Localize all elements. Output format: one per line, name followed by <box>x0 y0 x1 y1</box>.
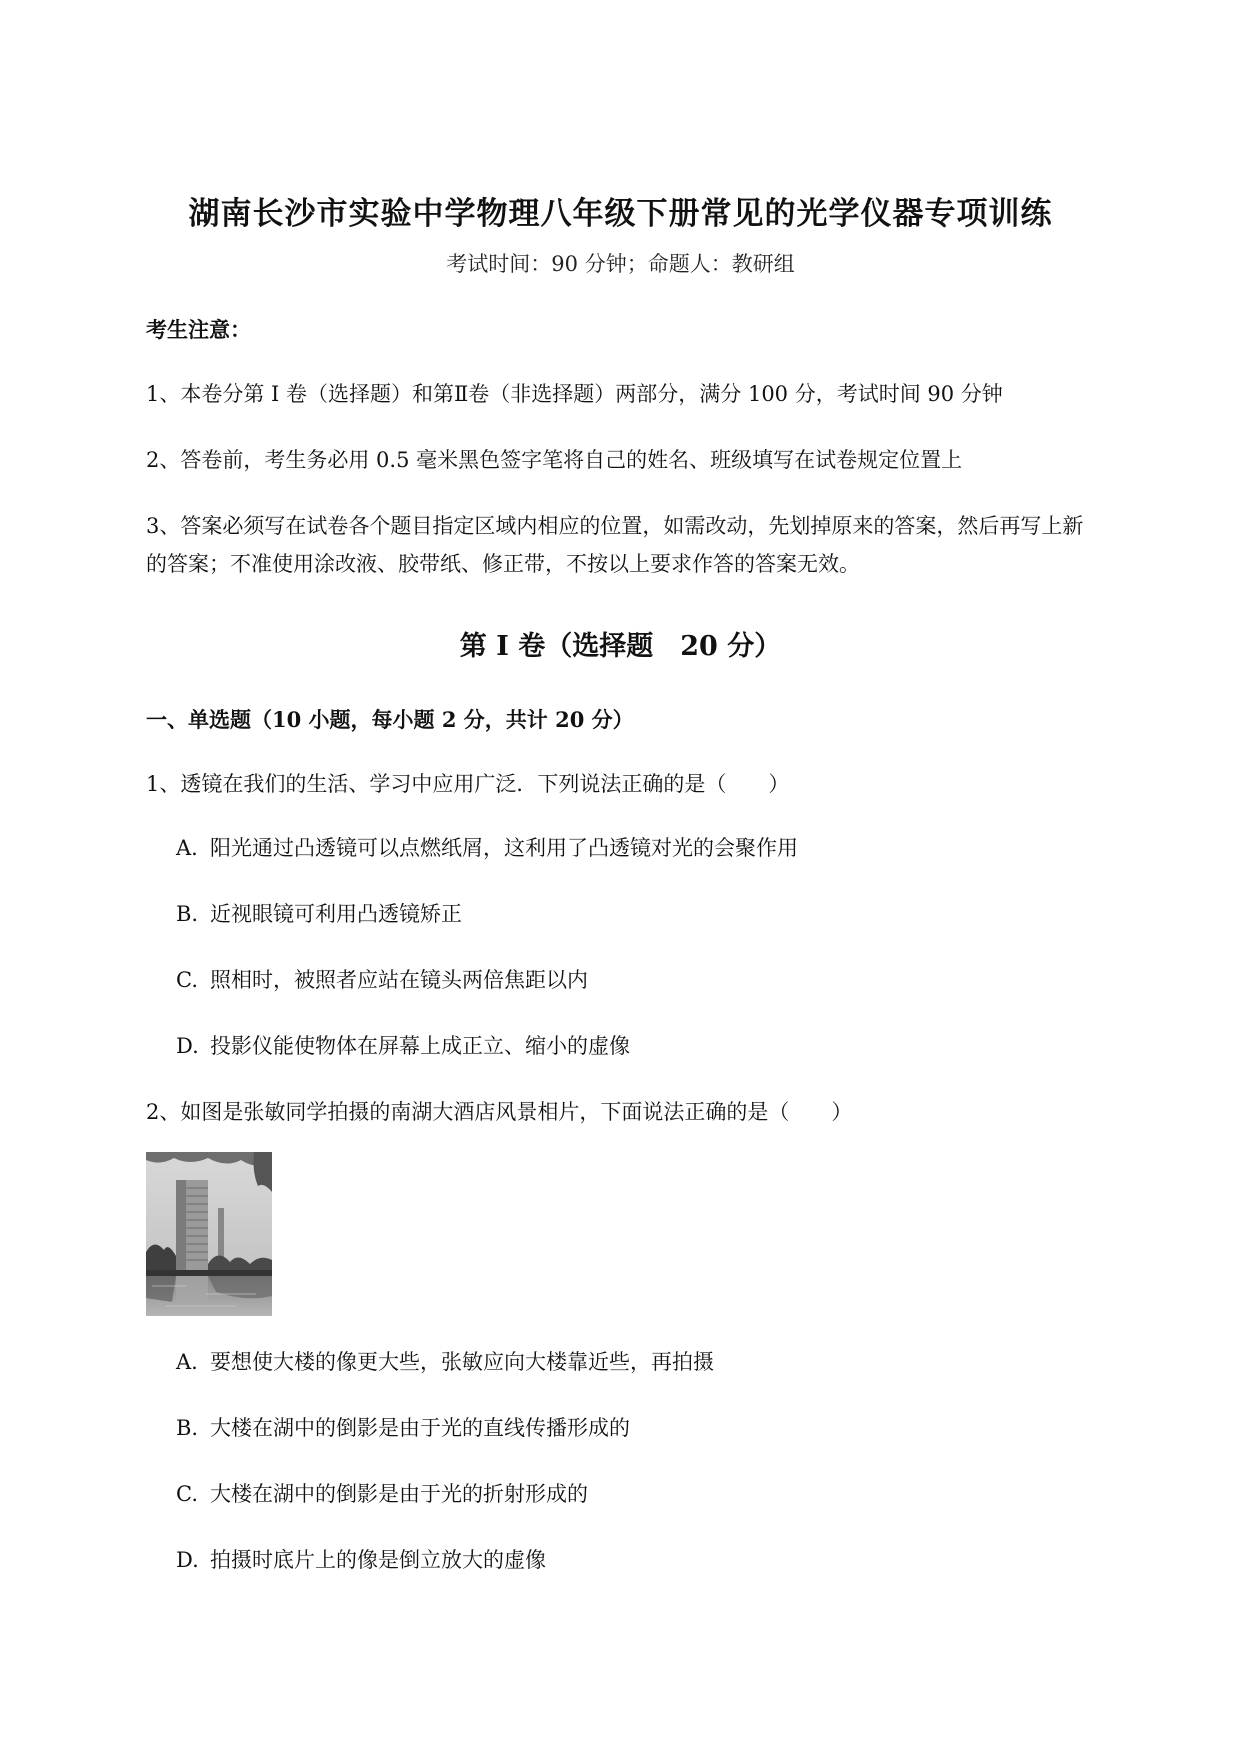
notice-item: 1、本卷分第 I 卷（选择题）和第Ⅱ卷（非选择题）两部分，满分 100 分，考试时间 90 分钟 <box>146 382 1003 406</box>
option-text: 照相时，被照者应站在镜头两倍焦距以内 <box>210 968 588 992</box>
option-text: 近视眼镜可利用凸透镜矫正 <box>210 902 462 926</box>
option-letter: A. <box>176 836 198 860</box>
question-option <box>176 1478 588 1508</box>
question-option <box>176 1544 546 1574</box>
notice-item: 2、答卷前，考生务必用 0.5 毫米黑色签字笔将自己的姓名、班级填写在试卷规定位置上 <box>146 448 963 472</box>
question-option <box>176 832 798 862</box>
option-text: 投影仪能使物体在屏幕上成正立、缩小的虚像 <box>210 1034 630 1058</box>
question-option <box>176 1346 714 1376</box>
hotel-photo <box>146 1152 272 1316</box>
option-letter: B. <box>176 1416 199 1440</box>
option-text: 大楼在湖中的倒影是由于光的折射形成的 <box>210 1482 588 1506</box>
question-stem: 1、透镜在我们的生活、学习中应用广泛．下列说法正确的是（ ） <box>146 772 790 796</box>
question-option <box>176 964 588 994</box>
option-text: 拍摄时底片上的像是倒立放大的虚像 <box>210 1548 546 1572</box>
question-option <box>176 1412 630 1442</box>
question-stem: 2、如图是张敏同学拍摄的南湖大酒店风景相片，下面说法正确的是（ ） <box>146 1100 853 1124</box>
page-title: 湖南长沙市实验中学物理八年级下册常见的光学仪器专项训练 <box>188 196 1053 232</box>
question-option <box>176 1030 630 1060</box>
option-letter: A. <box>176 1350 198 1374</box>
option-text: 大楼在湖中的倒影是由于光的直线传播形成的 <box>210 1416 630 1440</box>
option-letter: B. <box>176 902 199 926</box>
option-letter: D. <box>176 1034 199 1058</box>
notice-item: 3、答案必须写在试卷各个题目指定区域内相应的位置，如需改动，先划掉原来的答案，然后再写上新 <box>146 514 1084 538</box>
option-text: 要想使大楼的像更大些，张敏应向大楼靠近些，再拍摄 <box>210 1350 714 1374</box>
option-letter: D. <box>176 1548 199 1572</box>
option-letter: C. <box>176 968 198 992</box>
option-letter: C. <box>176 1482 198 1506</box>
section-title: 第 I 卷（选择题 20 分） <box>459 631 782 662</box>
exam-info: 考试时间：90 分钟；命题人：教研组 <box>446 252 795 276</box>
notice-item: 的答案；不准使用涂改液、胶带纸、修正带，不按以上要求作答的答案无效。 <box>146 552 860 576</box>
section-sub-heading: 一、单选题（10 小题，每小题 2 分，共计 20 分） <box>146 707 634 732</box>
question-option <box>176 898 462 928</box>
notice-label: 考生注意： <box>146 317 251 342</box>
option-text: 阳光通过凸透镜可以点燃纸屑，这利用了凸透镜对光的会聚作用 <box>210 836 798 860</box>
